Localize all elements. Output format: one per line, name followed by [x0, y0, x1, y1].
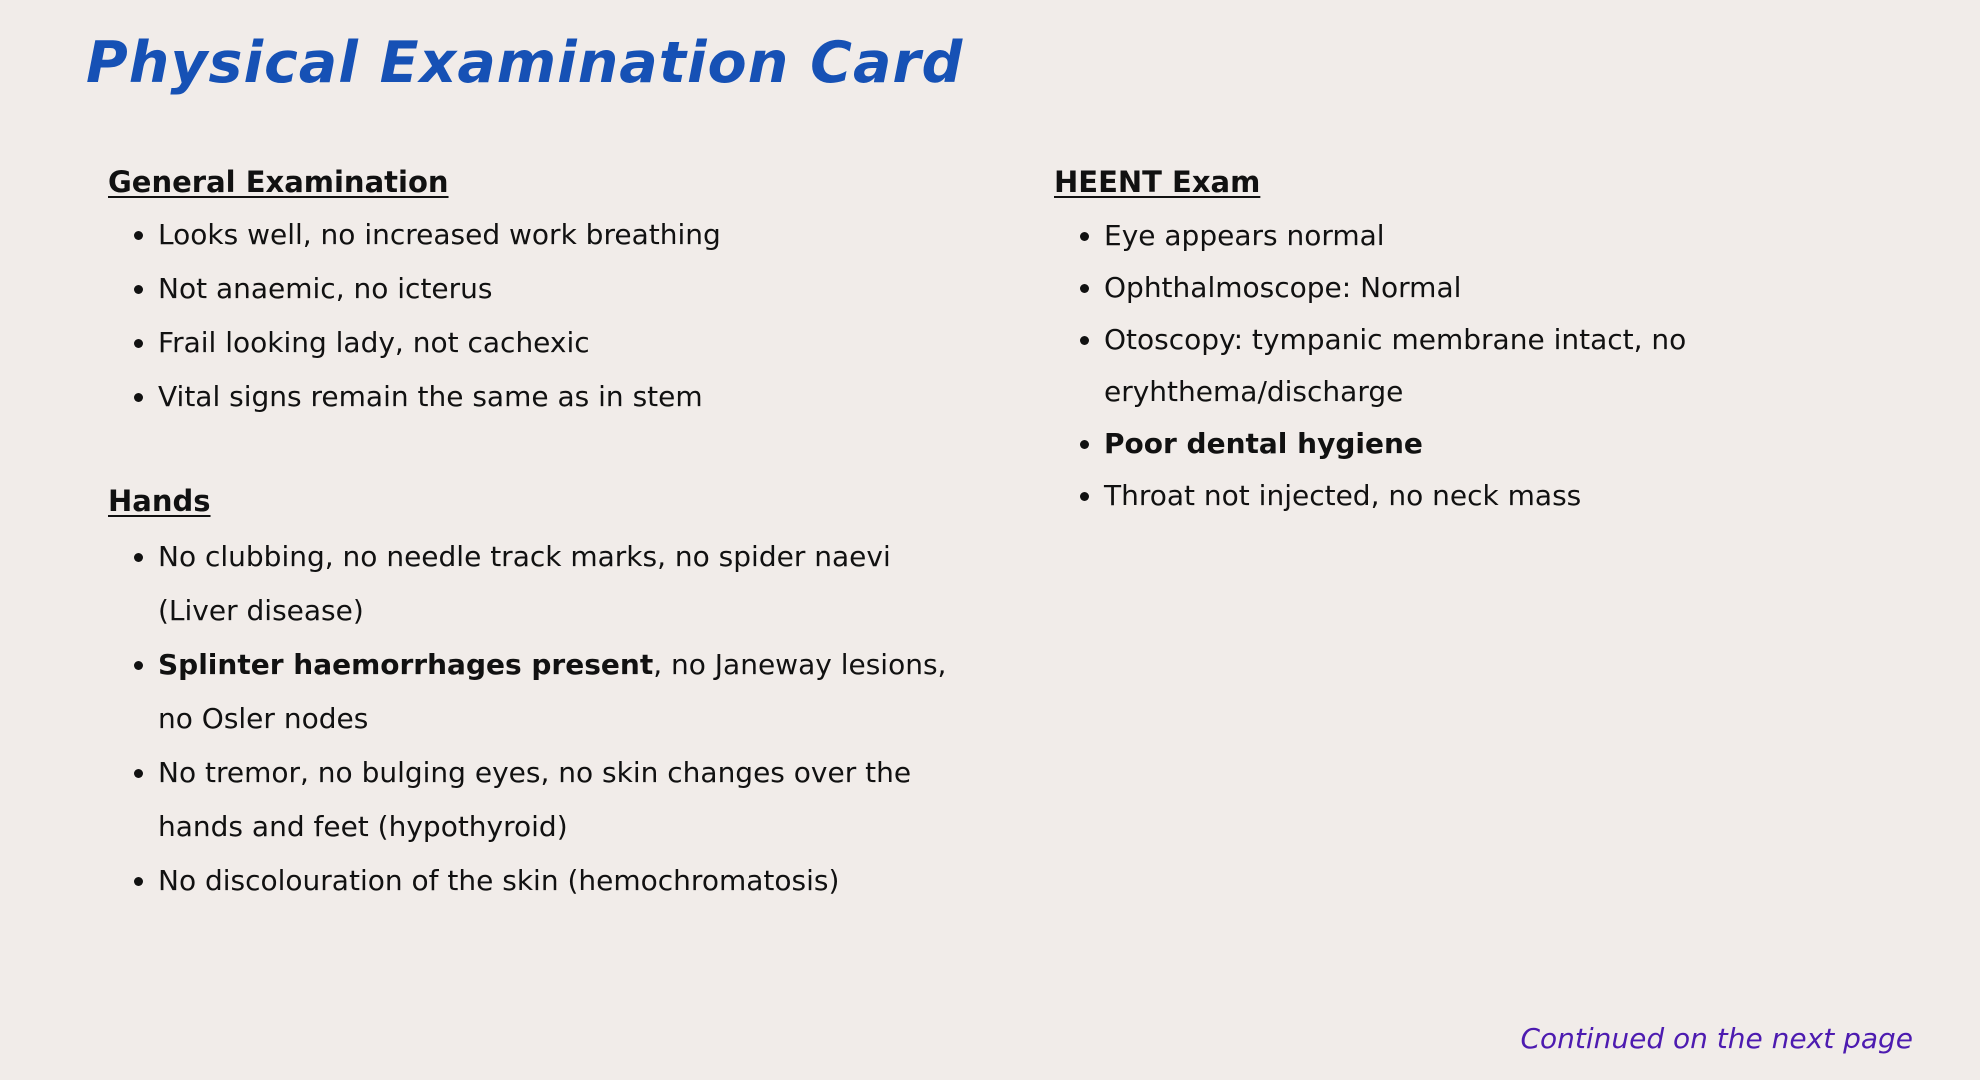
list-item-text: , no Janeway lesions,: [653, 647, 947, 681]
list-item: • Frail looking lady, not cachexic: [158, 316, 1008, 370]
list-item-continuation: hands and feet (hypothyroid): [158, 809, 568, 843]
list-item-continuation: (Liver disease): [158, 593, 364, 627]
list-item-text: No clubbing, no needle track marks, no spider naevi: [158, 539, 891, 573]
list-item: • No discolouration of the skin (hemochromatosis): [158, 854, 1008, 908]
list-item: • Looks well, no increased work breathing: [158, 208, 1008, 262]
list-item-text: Otoscopy: tympanic membrane intact, no: [1104, 322, 1687, 356]
list-item: • Eye appears normal: [1104, 210, 1954, 262]
list-item: [1104, 314, 1954, 418]
heent-exam-section: [1054, 164, 1954, 522]
continued-note: Continued on the next page: [1520, 1022, 1913, 1055]
heent-findings-list: [1054, 210, 1954, 522]
list-item: • Throat not injected, no neck mass: [1104, 470, 1954, 522]
key-finding-item: • Poor dental hygiene: [1104, 418, 1954, 470]
hands-findings-list: [108, 530, 1008, 908]
list-item: • Not anaemic, no icterus: [158, 262, 1008, 316]
list-item-continuation: eryhthema/discharge: [1104, 374, 1404, 408]
general-findings-list: [108, 208, 1008, 424]
list-item-text: No tremor, no bulging eyes, no skin changes over the: [158, 755, 912, 789]
general-examination-section: [108, 164, 1008, 424]
key-finding-text: Splinter haemorrhages present: [158, 647, 654, 681]
list-item: • Ophthalmoscope: Normal: [1104, 262, 1954, 314]
list-item: • Vital signs remain the same as in stem: [158, 370, 1008, 424]
list-item: [158, 530, 1008, 638]
section-heading-heent: HEENT Exam: [1054, 165, 1261, 199]
list-item: [158, 638, 1008, 746]
section-heading-hands: Hands: [108, 484, 211, 518]
list-item-continuation: no Osler nodes: [158, 701, 369, 735]
section-heading-general: General Examination: [108, 165, 449, 199]
page-title: Physical Examination Card: [86, 30, 964, 96]
list-item: [158, 746, 1008, 854]
hands-section: [108, 483, 1008, 908]
